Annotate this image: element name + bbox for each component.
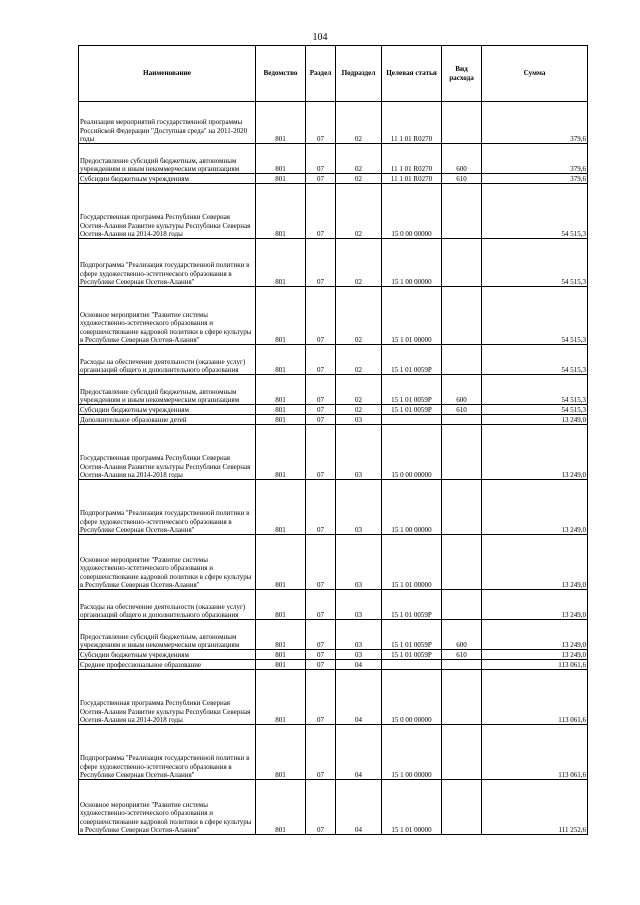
cell-vid-rashoda: 610 (442, 174, 482, 184)
cell-razdel: 07 (306, 375, 336, 405)
cell-summa: 113 061,6 (482, 725, 588, 780)
table-row (79, 375, 588, 405)
cell-summa: 13 249,0 (482, 590, 588, 620)
cell-vid-rashoda (442, 480, 482, 535)
cell-vid-rashoda (442, 184, 482, 239)
cell-name: Предоставление субсидий бюджетным, автономным учреждениям и иным некоммерческим организациям (79, 375, 256, 405)
cell-name: Основное мероприятие "Развитие системы художественно-эстетического образования и совершенствование кадровой политики в сфере культуры в Республике Северная Осетия-Алания" (79, 780, 256, 835)
cell-vedomstvo: 801 (256, 174, 306, 184)
cell-razdel: 07 (306, 660, 336, 670)
table-row (79, 405, 588, 415)
cell-razdel: 07 (306, 239, 336, 287)
cell-summa: 379,6 (482, 174, 588, 184)
header-name: Наименование (79, 46, 256, 102)
cell-razdel: 07 (306, 287, 336, 345)
cell-name: Субсидии бюджетным учреждениям (79, 174, 256, 184)
cell-vid-rashoda (442, 345, 482, 375)
table-row (79, 102, 588, 144)
cell-vedomstvo: 801 (256, 415, 306, 425)
cell-vid-rashoda: 610 (442, 650, 482, 660)
cell-summa: 54 515,3 (482, 375, 588, 405)
cell-vid-rashoda (442, 535, 482, 590)
cell-razdel: 07 (306, 102, 336, 144)
cell-podrazdel: 03 (336, 425, 382, 480)
cell-summa: 13 249,0 (482, 620, 588, 650)
cell-name: Расходы на обеспечение деятельности (оказание услуг) организаций общего и дополнительного образования (79, 590, 256, 620)
cell-vedomstvo: 801 (256, 620, 306, 650)
cell-name: Подпрограмма "Реализация государственной политики в сфере художественно-эстетического образования в Республике Северная Осетия-Алания" (79, 480, 256, 535)
cell-name: Подпрограмма "Реализация государственной политики в сфере художественно-эстетического образования в Республике Северная Осетия-Алания" (79, 239, 256, 287)
cell-vedomstvo: 801 (256, 725, 306, 780)
cell-razdel: 07 (306, 480, 336, 535)
cell-celevaya-statya: 15 1 00 00000 (382, 480, 442, 535)
cell-vedomstvo: 801 (256, 660, 306, 670)
cell-celevaya-statya: 15 1 01 0059Р (382, 345, 442, 375)
table-row (79, 620, 588, 650)
cell-name: Субсидии бюджетным учреждениям (79, 650, 256, 660)
cell-vid-rashoda: 610 (442, 405, 482, 415)
cell-summa: 13 249,0 (482, 480, 588, 535)
table-row (79, 425, 588, 480)
cell-vedomstvo: 801 (256, 405, 306, 415)
cell-podrazdel: 02 (336, 102, 382, 144)
cell-summa: 113 061,6 (482, 670, 588, 725)
table-row (79, 660, 588, 670)
header-podrazdel: Подраздел (336, 46, 382, 102)
cell-vedomstvo: 801 (256, 650, 306, 660)
cell-name: Дополнительное образование детей (79, 415, 256, 425)
table-row (79, 415, 588, 425)
cell-summa: 13 249,0 (482, 535, 588, 590)
table-row (79, 535, 588, 590)
cell-vedomstvo: 801 (256, 239, 306, 287)
cell-celevaya-statya: 11 1 01 R0270 (382, 174, 442, 184)
cell-razdel: 07 (306, 415, 336, 425)
cell-podrazdel: 04 (336, 780, 382, 835)
cell-summa: 379,6 (482, 102, 588, 144)
table-body (79, 102, 588, 835)
cell-summa: 54 515,3 (482, 239, 588, 287)
cell-name: Предоставление субсидий бюджетным, автономным учреждениям и иным некоммерческим организациям (79, 144, 256, 174)
table-row (79, 590, 588, 620)
cell-razdel: 07 (306, 725, 336, 780)
cell-summa: 13 249,0 (482, 425, 588, 480)
cell-razdel: 07 (306, 425, 336, 480)
table-row (79, 780, 588, 835)
cell-vid-rashoda (442, 239, 482, 287)
table-row (79, 144, 588, 174)
cell-vedomstvo: 801 (256, 375, 306, 405)
cell-name: Среднее профессиональное образование (79, 660, 256, 670)
table-row (79, 725, 588, 780)
cell-celevaya-statya: 15 0 00 00000 (382, 184, 442, 239)
page-number: 104 (312, 32, 328, 43)
cell-summa: 54 515,3 (482, 184, 588, 239)
header-razdel: Раздел (306, 46, 336, 102)
cell-vedomstvo: 801 (256, 480, 306, 535)
cell-celevaya-statya (382, 660, 442, 670)
cell-celevaya-statya: 15 1 00 00000 (382, 725, 442, 780)
cell-vedomstvo: 801 (256, 345, 306, 375)
cell-name: Государственная программа Республики Северная Осетия-Алания Развитие культуры Республики Северная Осетия-Алания на 2014-2018 годы (79, 184, 256, 239)
cell-vid-rashoda (442, 660, 482, 670)
cell-vedomstvo: 801 (256, 535, 306, 590)
cell-razdel: 07 (306, 590, 336, 620)
cell-podrazdel: 02 (336, 375, 382, 405)
cell-name: Государственная программа Республики Северная Осетия-Алания Развитие культуры Республики Северная Осетия-Алания на 2014-2018 годы (79, 425, 256, 480)
cell-summa: 13 249,0 (482, 415, 588, 425)
cell-podrazdel: 02 (336, 345, 382, 375)
cell-vid-rashoda (442, 287, 482, 345)
table-row (79, 287, 588, 345)
table-row (79, 174, 588, 184)
cell-podrazdel: 04 (336, 660, 382, 670)
cell-name: Реализация мероприятий государственной программы Российской Федерации "Доступная среда" на 2011-2020 годы (79, 102, 256, 144)
cell-podrazdel: 02 (336, 287, 382, 345)
cell-razdel: 07 (306, 345, 336, 375)
cell-celevaya-statya: 15 1 00 00000 (382, 239, 442, 287)
cell-summa: 54 515,3 (482, 287, 588, 345)
cell-podrazdel: 02 (336, 239, 382, 287)
cell-podrazdel: 03 (336, 535, 382, 590)
cell-podrazdel: 03 (336, 620, 382, 650)
cell-celevaya-statya: 15 1 01 00000 (382, 287, 442, 345)
cell-summa: 379,6 (482, 144, 588, 174)
cell-celevaya-statya: 15 1 01 0059Р (382, 650, 442, 660)
cell-vid-rashoda (442, 425, 482, 480)
table-row (79, 239, 588, 287)
cell-podrazdel: 03 (336, 650, 382, 660)
cell-name: Субсидии бюджетным учреждениям (79, 405, 256, 415)
cell-razdel: 07 (306, 144, 336, 174)
table-row (79, 670, 588, 725)
cell-vid-rashoda: 600 (442, 620, 482, 650)
cell-celevaya-statya: 11 1 01 R0270 (382, 102, 442, 144)
cell-celevaya-statya: 15 1 01 0059Р (382, 620, 442, 650)
cell-razdel: 07 (306, 405, 336, 415)
cell-vedomstvo: 801 (256, 425, 306, 480)
cell-celevaya-statya: 11 1 01 R0270 (382, 144, 442, 174)
header-summa: Сумма (482, 46, 588, 102)
cell-podrazdel: 02 (336, 144, 382, 174)
cell-razdel: 07 (306, 780, 336, 835)
cell-vid-rashoda (442, 780, 482, 835)
table-row (79, 345, 588, 375)
cell-podrazdel: 04 (336, 670, 382, 725)
cell-vid-rashoda: 600 (442, 375, 482, 405)
cell-podrazdel: 03 (336, 415, 382, 425)
cell-name: Предоставление субсидий бюджетным, автономным учреждениям и иным некоммерческим организациям (79, 620, 256, 650)
cell-vedomstvo: 801 (256, 184, 306, 239)
cell-summa: 113 061,6 (482, 660, 588, 670)
cell-name: Подпрограмма "Реализация государственной политики в сфере художественно-эстетического образования в Республике Северная Осетия-Алания" (79, 725, 256, 780)
cell-podrazdel: 02 (336, 174, 382, 184)
cell-vedomstvo: 801 (256, 590, 306, 620)
cell-summa: 54 515,3 (482, 345, 588, 375)
cell-podrazdel: 03 (336, 480, 382, 535)
cell-vid-rashoda (442, 670, 482, 725)
cell-podrazdel: 02 (336, 405, 382, 415)
cell-celevaya-statya: 15 1 01 00000 (382, 535, 442, 590)
cell-celevaya-statya: 15 1 01 0059Р (382, 405, 442, 415)
cell-vedomstvo: 801 (256, 102, 306, 144)
cell-celevaya-statya: 15 0 00 00000 (382, 670, 442, 725)
cell-celevaya-statya: 15 1 01 00000 (382, 780, 442, 835)
cell-razdel: 07 (306, 620, 336, 650)
cell-razdel: 07 (306, 670, 336, 725)
table-row (79, 480, 588, 535)
table-row (79, 184, 588, 239)
cell-vid-rashoda (442, 725, 482, 780)
budget-table (78, 45, 588, 835)
cell-vedomstvo: 801 (256, 670, 306, 725)
cell-vid-rashoda (442, 590, 482, 620)
cell-podrazdel: 03 (336, 590, 382, 620)
header-vedomstvo: Ведомство (256, 46, 306, 102)
table-header (79, 46, 588, 102)
cell-vid-rashoda (442, 415, 482, 425)
cell-summa: 54 515,3 (482, 405, 588, 415)
cell-podrazdel: 02 (336, 184, 382, 239)
cell-celevaya-statya: 15 1 01 0059Р (382, 375, 442, 405)
cell-razdel: 07 (306, 184, 336, 239)
cell-razdel: 07 (306, 535, 336, 590)
cell-celevaya-statya (382, 415, 442, 425)
cell-vedomstvo: 801 (256, 780, 306, 835)
cell-summa: 111 252,6 (482, 780, 588, 835)
cell-vedomstvo: 801 (256, 144, 306, 174)
cell-name: Государственная программа Республики Северная Осетия-Алания Развитие культуры Республики Северная Осетия-Алания на 2014-2018 годы (79, 670, 256, 725)
cell-vedomstvo: 801 (256, 287, 306, 345)
cell-summa: 13 249,0 (482, 650, 588, 660)
cell-podrazdel: 04 (336, 725, 382, 780)
header-vid-rashoda: Вид расхода (442, 46, 482, 102)
cell-name: Основное мероприятие "Развитие системы художественно-эстетического образования и совершенствование кадровой политики в сфере культуры в Республике Северная Осетия-Алания" (79, 535, 256, 590)
cell-vid-rashoda (442, 102, 482, 144)
cell-celevaya-statya: 15 1 01 0059Р (382, 590, 442, 620)
table-row (79, 650, 588, 660)
cell-celevaya-statya: 15 0 00 00000 (382, 425, 442, 480)
cell-vid-rashoda: 600 (442, 144, 482, 174)
cell-razdel: 07 (306, 650, 336, 660)
cell-razdel: 07 (306, 174, 336, 184)
cell-name: Основное мероприятие "Развитие системы художественно-эстетического образования и совершенствование кадровой политики в сфере культуры в Республике Северная Осетия-Алания" (79, 287, 256, 345)
cell-name: Расходы на обеспечение деятельности (оказание услуг) организаций общего и дополнительного образования (79, 345, 256, 375)
header-celevaya-statya: Целевая статья (382, 46, 442, 102)
